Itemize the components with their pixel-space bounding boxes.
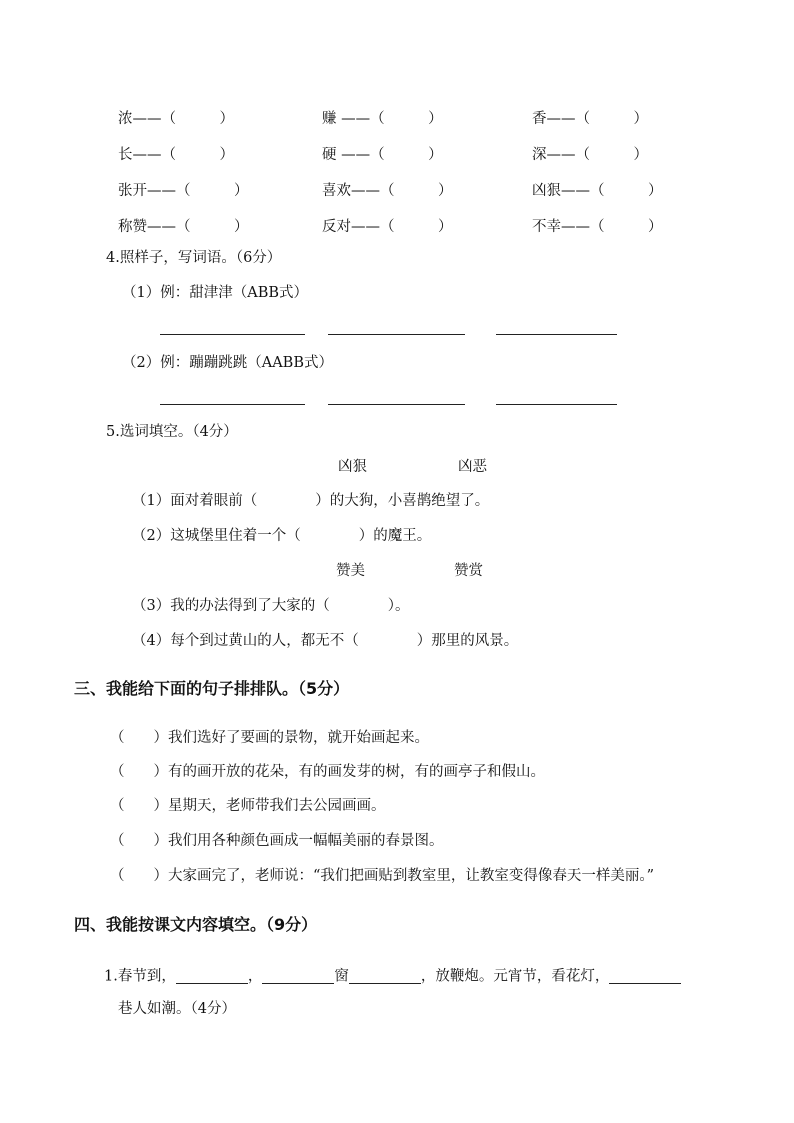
answer-line[interactable] [328,404,465,405]
answer-line[interactable] [160,334,305,335]
answer-line[interactable] [496,404,617,405]
example-text: （2）例：蹦蹦跳跳（AABB式） [122,355,333,371]
answer-line[interactable] [160,404,305,405]
word-choice: 凶恶 [458,459,487,475]
blank-line[interactable] [349,969,421,984]
antonym-item: 不幸——（ ） [532,219,663,235]
text-segment: 巷人如潮。（4分） [118,1001,236,1017]
text-segment: 1.春节到， [104,968,176,985]
answer-line[interactable] [496,334,617,335]
sentence-item: （ ）有的画开放的花朵，有的画发芽的树，有的画亭子和假山。 [110,764,545,780]
antonym-item: 赚 ——（ ） [322,111,443,127]
antonym-item: 反对——（ ） [322,219,453,235]
word-choice: 凶狠 [338,459,367,475]
fill-sentence: （2）这城堡里住着一个（ ）的魔王。 [132,528,432,544]
antonym-item: 凶狠——（ ） [532,183,663,199]
question-title: 5.选词填空。（4分） [106,424,238,440]
antonym-item: 硬 ——（ ） [322,147,443,163]
text-segment: ， [247,968,263,985]
sentence-item: （ ）星期天，老师带我们去公园画画。 [110,798,386,814]
example-text: （1）例：甜津津（ABB式） [122,285,309,301]
blank-line[interactable] [176,969,248,984]
sentence-item: （ ）我们用各种颜色画成一幅幅美丽的春景图。 [110,833,444,849]
antonym-item: 称赞——（ ） [118,219,249,235]
word-choice: 赞美 [336,563,365,579]
antonym-item: 张开——（ ） [118,183,249,199]
sentence-item: （ ）我们选好了要画的景物，就开始画起来。 [110,730,429,746]
antonym-item: 香——（ ） [532,111,648,127]
text-segment: ，放鞭炮。元宵节，看花灯， [420,968,610,985]
fill-sentence: （4）每个到过黄山的人，都无不（ ）那里的风景。 [132,633,519,649]
antonym-item: 浓——（ ） [118,111,234,127]
antonym-item: 长——（ ） [118,147,234,163]
fill-sentence: （3）我的办法得到了大家的（ ）。 [132,598,410,614]
question-title: 4.照样子，写词语。（6分） [106,250,282,266]
fill-line [104,969,681,984]
blank-line[interactable] [609,969,681,984]
text-segment: 窗 [334,968,349,985]
section-heading: 三、我能给下面的句子排排队。（5分） [74,679,350,698]
blank-line[interactable] [262,969,334,984]
antonym-item: 深——（ ） [532,147,648,163]
word-choice: 赞赏 [454,563,483,579]
sentence-item: （ ）大家画完了，老师说：“我们把画贴到教室里，让教室变得像春天一样美丽。” [110,868,655,884]
fill-sentence: （1）面对着眼前（ ）的大狗，小喜鹊绝望了。 [132,493,490,509]
section-heading: 四、我能按课文内容填空。（9分） [74,915,318,934]
answer-line[interactable] [328,334,465,335]
antonym-item: 喜欢——（ ） [322,183,453,199]
